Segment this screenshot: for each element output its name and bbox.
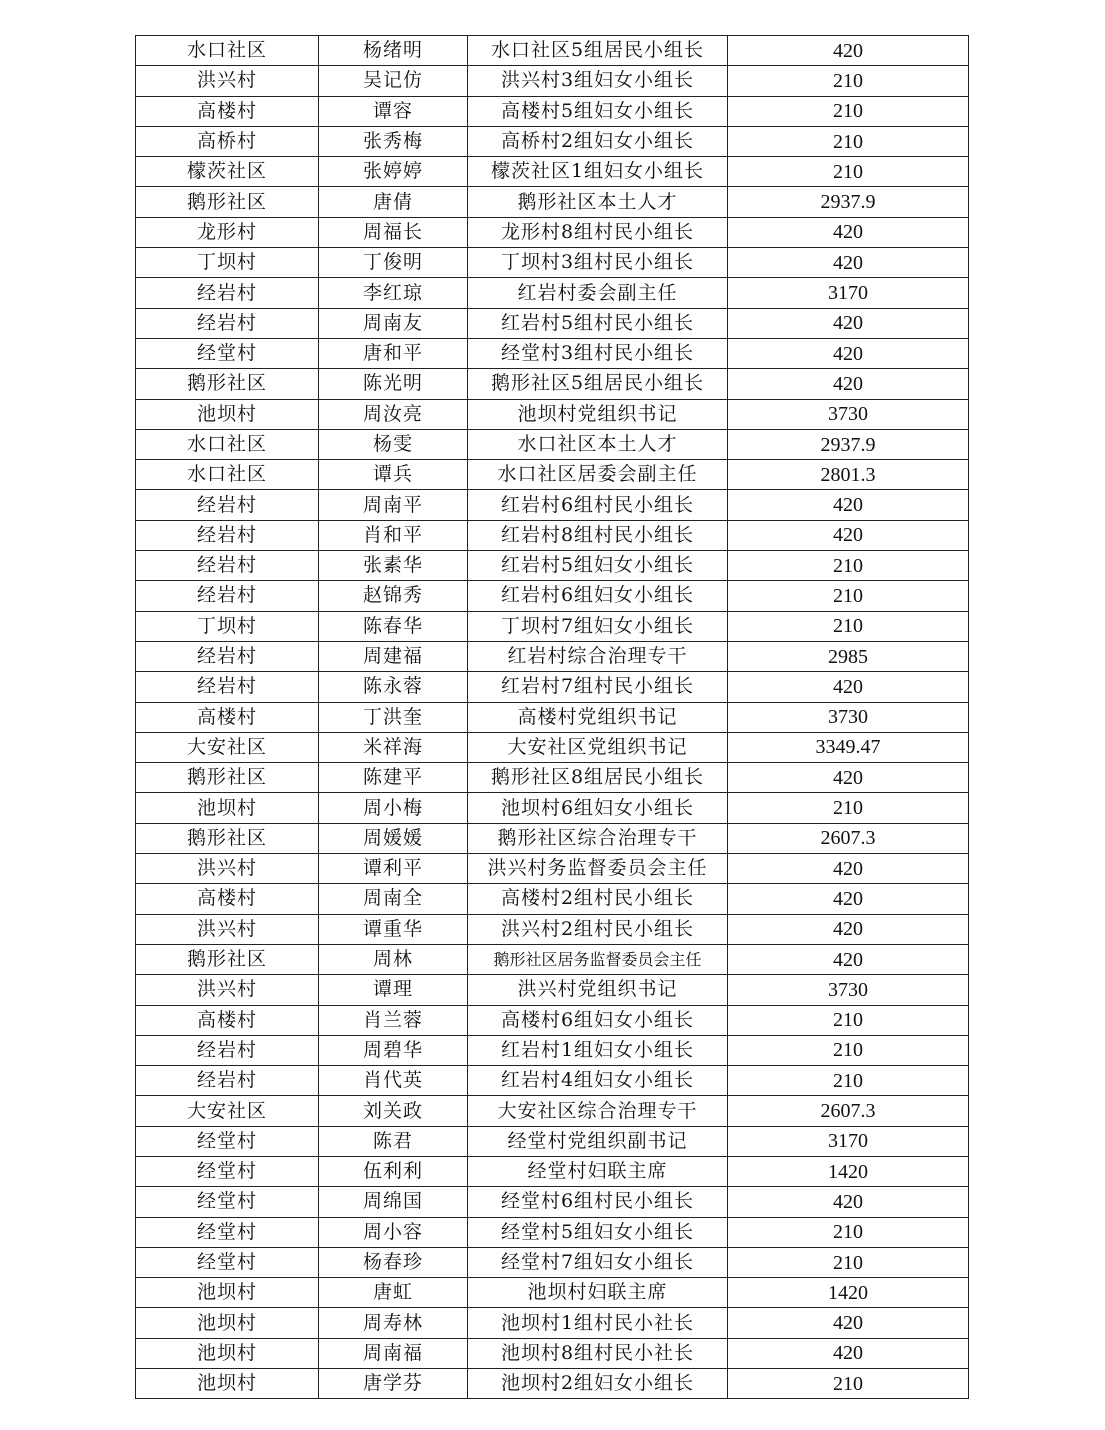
unit-cell: 龙形村 bbox=[136, 217, 319, 247]
position-cell: 红岩村5组妇女小组长 bbox=[468, 551, 728, 581]
table-row bbox=[136, 672, 969, 702]
position-cell: 水口社区5组居民小组长 bbox=[468, 36, 728, 66]
position-cell: 龙形村8组村民小组长 bbox=[468, 217, 728, 247]
table-row bbox=[136, 338, 969, 368]
amount-cell: 2937.9 bbox=[728, 187, 969, 217]
name-cell: 谭容 bbox=[319, 96, 468, 126]
position-cell: 经堂村3组村民小组长 bbox=[468, 338, 728, 368]
table-row bbox=[136, 581, 969, 611]
position-cell: 红岩村4组妇女小组长 bbox=[468, 1066, 728, 1096]
unit-cell: 池坝村 bbox=[136, 1278, 319, 1308]
table-row bbox=[136, 702, 969, 732]
name-cell: 肖代英 bbox=[319, 1066, 468, 1096]
unit-cell: 鹅形社区 bbox=[136, 944, 319, 974]
unit-cell: 经堂村 bbox=[136, 1156, 319, 1186]
table-row bbox=[136, 1247, 969, 1277]
unit-cell: 鹅形社区 bbox=[136, 187, 319, 217]
name-cell: 周小容 bbox=[319, 1217, 468, 1247]
position-cell: 鹅形社区本土人才 bbox=[468, 187, 728, 217]
amount-cell: 420 bbox=[728, 490, 969, 520]
position-cell: 洪兴村党组织书记 bbox=[468, 975, 728, 1005]
roster-table bbox=[135, 35, 969, 1399]
position-cell: 高楼村5组妇女小组长 bbox=[468, 96, 728, 126]
unit-cell: 经岩村 bbox=[136, 551, 319, 581]
position-cell: 池坝村8组村民小社长 bbox=[468, 1338, 728, 1368]
name-cell: 肖兰蓉 bbox=[319, 1005, 468, 1035]
amount-cell: 420 bbox=[728, 854, 969, 884]
amount-cell: 210 bbox=[728, 611, 969, 641]
position-cell: 红岩村1组妇女小组长 bbox=[468, 1035, 728, 1065]
unit-cell: 经岩村 bbox=[136, 1066, 319, 1096]
table-row bbox=[136, 975, 969, 1005]
name-cell: 周南平 bbox=[319, 490, 468, 520]
table-row bbox=[136, 490, 969, 520]
amount-cell: 210 bbox=[728, 1035, 969, 1065]
unit-cell: 鹅形社区 bbox=[136, 763, 319, 793]
amount-cell: 210 bbox=[728, 1247, 969, 1277]
unit-cell: 洪兴村 bbox=[136, 914, 319, 944]
amount-cell: 3730 bbox=[728, 399, 969, 429]
amount-cell: 3730 bbox=[728, 975, 969, 1005]
position-cell: 大安社区党组织书记 bbox=[468, 732, 728, 762]
unit-cell: 高楼村 bbox=[136, 884, 319, 914]
unit-cell: 高桥村 bbox=[136, 126, 319, 156]
unit-cell: 经岩村 bbox=[136, 1035, 319, 1065]
amount-cell: 210 bbox=[728, 96, 969, 126]
table-row bbox=[136, 157, 969, 187]
amount-cell: 420 bbox=[728, 520, 969, 550]
position-cell: 鹅形社区综合治理专干 bbox=[468, 823, 728, 853]
unit-cell: 池坝村 bbox=[136, 1369, 319, 1399]
name-cell: 杨雯 bbox=[319, 429, 468, 459]
amount-cell: 420 bbox=[728, 944, 969, 974]
table-row bbox=[136, 1278, 969, 1308]
name-cell: 刘关政 bbox=[319, 1096, 468, 1126]
amount-cell: 210 bbox=[728, 126, 969, 156]
name-cell: 周汝亮 bbox=[319, 399, 468, 429]
position-cell: 洪兴村务监督委员会主任 bbox=[468, 854, 728, 884]
unit-cell: 洪兴村 bbox=[136, 66, 319, 96]
position-cell: 经堂村5组妇女小组长 bbox=[468, 1217, 728, 1247]
unit-cell: 经岩村 bbox=[136, 278, 319, 308]
name-cell: 周南福 bbox=[319, 1338, 468, 1368]
name-cell: 周绵国 bbox=[319, 1187, 468, 1217]
table-row bbox=[136, 248, 969, 278]
position-cell: 大安社区综合治理专干 bbox=[468, 1096, 728, 1126]
name-cell: 丁洪奎 bbox=[319, 702, 468, 732]
table-row bbox=[136, 96, 969, 126]
unit-cell: 经堂村 bbox=[136, 1217, 319, 1247]
table-row bbox=[136, 854, 969, 884]
amount-cell: 420 bbox=[728, 217, 969, 247]
name-cell: 杨春珍 bbox=[319, 1247, 468, 1277]
amount-cell: 3170 bbox=[728, 278, 969, 308]
table-row bbox=[136, 793, 969, 823]
name-cell: 周媛媛 bbox=[319, 823, 468, 853]
position-cell: 红岩村综合治理专干 bbox=[468, 641, 728, 671]
unit-cell: 水口社区 bbox=[136, 36, 319, 66]
amount-cell: 1420 bbox=[728, 1278, 969, 1308]
name-cell: 陈建平 bbox=[319, 763, 468, 793]
unit-cell: 檬茨社区 bbox=[136, 157, 319, 187]
unit-cell: 经堂村 bbox=[136, 1247, 319, 1277]
amount-cell: 420 bbox=[728, 884, 969, 914]
amount-cell: 420 bbox=[728, 308, 969, 338]
unit-cell: 水口社区 bbox=[136, 460, 319, 490]
name-cell: 张婷婷 bbox=[319, 157, 468, 187]
position-cell: 水口社区居委会副主任 bbox=[468, 460, 728, 490]
position-cell: 洪兴村2组村民小组长 bbox=[468, 914, 728, 944]
amount-cell: 3170 bbox=[728, 1126, 969, 1156]
unit-cell: 丁坝村 bbox=[136, 248, 319, 278]
position-cell: 高楼村党组织书记 bbox=[468, 702, 728, 732]
position-cell: 经堂村6组村民小组长 bbox=[468, 1187, 728, 1217]
name-cell: 李红琼 bbox=[319, 278, 468, 308]
table-row bbox=[136, 1066, 969, 1096]
name-cell: 周南全 bbox=[319, 884, 468, 914]
table-row bbox=[136, 1187, 969, 1217]
amount-cell: 420 bbox=[728, 248, 969, 278]
position-cell: 经堂村7组妇女小组长 bbox=[468, 1247, 728, 1277]
position-cell: 池坝村1组村民小社长 bbox=[468, 1308, 728, 1338]
table-row bbox=[136, 611, 969, 641]
unit-cell: 经岩村 bbox=[136, 581, 319, 611]
amount-cell: 3730 bbox=[728, 702, 969, 732]
name-cell: 丁俊明 bbox=[319, 248, 468, 278]
name-cell: 谭兵 bbox=[319, 460, 468, 490]
amount-cell: 420 bbox=[728, 338, 969, 368]
name-cell: 赵锦秀 bbox=[319, 581, 468, 611]
name-cell: 谭理 bbox=[319, 975, 468, 1005]
amount-cell: 2607.3 bbox=[728, 1096, 969, 1126]
table-row bbox=[136, 278, 969, 308]
unit-cell: 高楼村 bbox=[136, 96, 319, 126]
table-row bbox=[136, 1126, 969, 1156]
name-cell: 陈永蓉 bbox=[319, 672, 468, 702]
unit-cell: 经岩村 bbox=[136, 308, 319, 338]
amount-cell: 420 bbox=[728, 369, 969, 399]
amount-cell: 210 bbox=[728, 1005, 969, 1035]
position-cell: 红岩村6组村民小组长 bbox=[468, 490, 728, 520]
unit-cell: 洪兴村 bbox=[136, 975, 319, 1005]
unit-cell: 鹅形社区 bbox=[136, 369, 319, 399]
name-cell: 谭重华 bbox=[319, 914, 468, 944]
unit-cell: 洪兴村 bbox=[136, 854, 319, 884]
name-cell: 周建福 bbox=[319, 641, 468, 671]
name-cell: 周小梅 bbox=[319, 793, 468, 823]
position-cell: 红岩村委会副主任 bbox=[468, 278, 728, 308]
position-cell: 檬茨社区1组妇女小组长 bbox=[468, 157, 728, 187]
name-cell: 米祥海 bbox=[319, 732, 468, 762]
amount-cell: 420 bbox=[728, 672, 969, 702]
amount-cell: 210 bbox=[728, 1217, 969, 1247]
table-row bbox=[136, 1096, 969, 1126]
amount-cell: 420 bbox=[728, 1338, 969, 1368]
name-cell: 陈君 bbox=[319, 1126, 468, 1156]
position-cell: 鹅形社区8组居民小组长 bbox=[468, 763, 728, 793]
name-cell: 唐倩 bbox=[319, 187, 468, 217]
amount-cell: 420 bbox=[728, 1187, 969, 1217]
unit-cell: 大安社区 bbox=[136, 1096, 319, 1126]
unit-cell: 经岩村 bbox=[136, 672, 319, 702]
amount-cell: 2801.3 bbox=[728, 460, 969, 490]
amount-cell: 3349.47 bbox=[728, 732, 969, 762]
amount-cell: 1420 bbox=[728, 1156, 969, 1186]
amount-cell: 420 bbox=[728, 763, 969, 793]
table-row bbox=[136, 763, 969, 793]
name-cell: 伍利利 bbox=[319, 1156, 468, 1186]
table-row bbox=[136, 914, 969, 944]
table-row bbox=[136, 1369, 969, 1399]
amount-cell: 210 bbox=[728, 1066, 969, 1096]
name-cell: 张素华 bbox=[319, 551, 468, 581]
amount-cell: 2607.3 bbox=[728, 823, 969, 853]
amount-cell: 420 bbox=[728, 914, 969, 944]
unit-cell: 池坝村 bbox=[136, 399, 319, 429]
table-row bbox=[136, 66, 969, 96]
unit-cell: 池坝村 bbox=[136, 1308, 319, 1338]
table-row bbox=[136, 1005, 969, 1035]
table-row bbox=[136, 1338, 969, 1368]
position-cell: 洪兴村3组妇女小组长 bbox=[468, 66, 728, 96]
unit-cell: 经堂村 bbox=[136, 338, 319, 368]
unit-cell: 高楼村 bbox=[136, 1005, 319, 1035]
amount-cell: 2937.9 bbox=[728, 429, 969, 459]
name-cell: 周寿林 bbox=[319, 1308, 468, 1338]
amount-cell: 2985 bbox=[728, 641, 969, 671]
position-cell: 池坝村2组妇女小组长 bbox=[468, 1369, 728, 1399]
amount-cell: 210 bbox=[728, 157, 969, 187]
position-cell: 池坝村6组妇女小组长 bbox=[468, 793, 728, 823]
table-row bbox=[136, 551, 969, 581]
table-row bbox=[136, 732, 969, 762]
unit-cell: 池坝村 bbox=[136, 1338, 319, 1368]
table-row bbox=[136, 884, 969, 914]
unit-cell: 丁坝村 bbox=[136, 611, 319, 641]
position-cell: 高楼村6组妇女小组长 bbox=[468, 1005, 728, 1035]
unit-cell: 大安社区 bbox=[136, 732, 319, 762]
amount-cell: 210 bbox=[728, 1369, 969, 1399]
table-row bbox=[136, 1156, 969, 1186]
position-cell: 高桥村2组妇女小组长 bbox=[468, 126, 728, 156]
table-row bbox=[136, 1035, 969, 1065]
position-cell: 水口社区本土人才 bbox=[468, 429, 728, 459]
table-row bbox=[136, 217, 969, 247]
name-cell: 唐学芬 bbox=[319, 1369, 468, 1399]
amount-cell: 210 bbox=[728, 581, 969, 611]
position-cell: 红岩村7组村民小组长 bbox=[468, 672, 728, 702]
name-cell: 周福长 bbox=[319, 217, 468, 247]
unit-cell: 经堂村 bbox=[136, 1187, 319, 1217]
name-cell: 陈春华 bbox=[319, 611, 468, 641]
unit-cell: 经岩村 bbox=[136, 490, 319, 520]
table-row bbox=[136, 520, 969, 550]
table-row bbox=[136, 36, 969, 66]
name-cell: 周南友 bbox=[319, 308, 468, 338]
table-row bbox=[136, 369, 969, 399]
name-cell: 唐和平 bbox=[319, 338, 468, 368]
table-row bbox=[136, 460, 969, 490]
position-cell: 红岩村8组村民小组长 bbox=[468, 520, 728, 550]
table-row bbox=[136, 187, 969, 217]
name-cell: 杨绪明 bbox=[319, 36, 468, 66]
table-row bbox=[136, 944, 969, 974]
position-cell: 红岩村5组村民小组长 bbox=[468, 308, 728, 338]
position-cell: 鹅形社区5组居民小组长 bbox=[468, 369, 728, 399]
amount-cell: 210 bbox=[728, 793, 969, 823]
position-cell: 经堂村妇联主席 bbox=[468, 1156, 728, 1186]
name-cell: 吴记仿 bbox=[319, 66, 468, 96]
amount-cell: 420 bbox=[728, 36, 969, 66]
table-row bbox=[136, 429, 969, 459]
name-cell: 肖和平 bbox=[319, 520, 468, 550]
name-cell: 周林 bbox=[319, 944, 468, 974]
unit-cell: 池坝村 bbox=[136, 793, 319, 823]
name-cell: 谭利平 bbox=[319, 854, 468, 884]
position-cell: 经堂村党组织副书记 bbox=[468, 1126, 728, 1156]
table-row bbox=[136, 823, 969, 853]
unit-cell: 高楼村 bbox=[136, 702, 319, 732]
table-row bbox=[136, 399, 969, 429]
table-row bbox=[136, 1308, 969, 1338]
position-cell: 池坝村妇联主席 bbox=[468, 1278, 728, 1308]
roster-table-body bbox=[136, 36, 969, 1399]
unit-cell: 水口社区 bbox=[136, 429, 319, 459]
name-cell: 周碧华 bbox=[319, 1035, 468, 1065]
position-cell: 鹅形社区居务监督委员会主任 bbox=[468, 944, 728, 974]
amount-cell: 210 bbox=[728, 551, 969, 581]
name-cell: 唐虹 bbox=[319, 1278, 468, 1308]
unit-cell: 经堂村 bbox=[136, 1126, 319, 1156]
name-cell: 张秀梅 bbox=[319, 126, 468, 156]
position-cell: 丁坝村3组村民小组长 bbox=[468, 248, 728, 278]
table-row bbox=[136, 308, 969, 338]
position-cell: 池坝村党组织书记 bbox=[468, 399, 728, 429]
name-cell: 陈光明 bbox=[319, 369, 468, 399]
table-row bbox=[136, 126, 969, 156]
amount-cell: 420 bbox=[728, 1308, 969, 1338]
position-cell: 丁坝村7组妇女小组长 bbox=[468, 611, 728, 641]
unit-cell: 鹅形社区 bbox=[136, 823, 319, 853]
table-row bbox=[136, 1217, 969, 1247]
position-cell: 高楼村2组村民小组长 bbox=[468, 884, 728, 914]
table-row bbox=[136, 641, 969, 671]
amount-cell: 210 bbox=[728, 66, 969, 96]
unit-cell: 经岩村 bbox=[136, 520, 319, 550]
unit-cell: 经岩村 bbox=[136, 641, 319, 671]
position-cell: 红岩村6组妇女小组长 bbox=[468, 581, 728, 611]
